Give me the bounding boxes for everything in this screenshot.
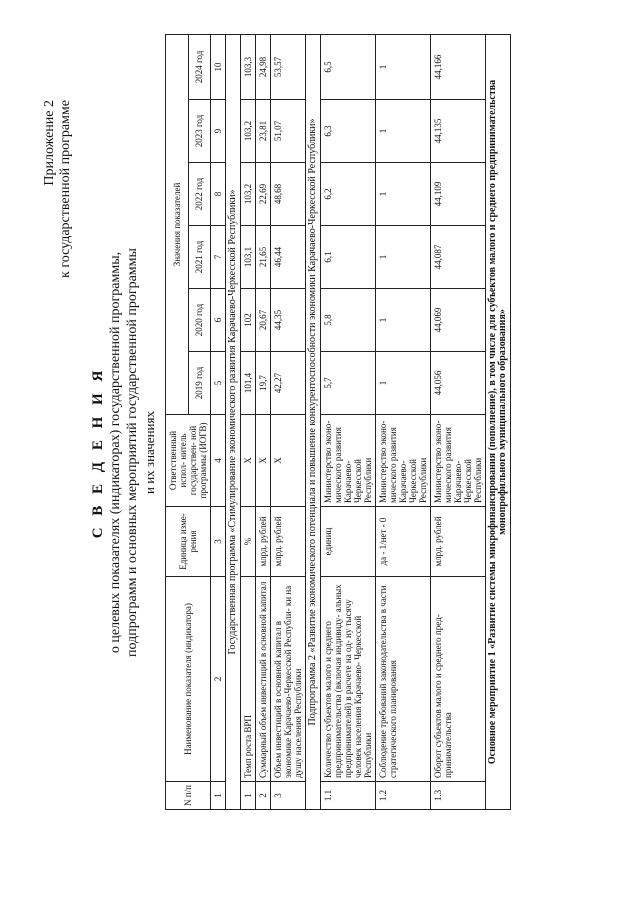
table-row — [256, 34, 271, 809]
unit-cell: млрд. рублей — [256, 507, 271, 577]
value-cell: 48,68 — [271, 163, 306, 226]
responsible-cell: Министерство эконо- мического развития Карачаево-Черкесской Республики — [376, 415, 431, 507]
title-line-1: о целевых показателях (индикаторах) государственной программы, — [108, 251, 123, 654]
table-row — [431, 34, 486, 809]
value-cell: 44,109 — [431, 163, 486, 226]
column-index-row — [211, 34, 226, 809]
header-values-group: Значения показателей — [166, 34, 189, 414]
unit-cell: единиц — [321, 507, 376, 577]
header-year: 2019 год — [188, 352, 211, 415]
row-number: 1 — [241, 782, 256, 810]
value-cell: 6,1 — [321, 226, 376, 289]
column-index: 9 — [211, 100, 226, 163]
unit-cell: млрд. рублей — [271, 507, 306, 577]
header-unit: Единица изме- рения — [166, 507, 211, 577]
table-row — [376, 34, 431, 809]
value-cell: 19,7 — [256, 352, 271, 415]
value-cell: 6,5 — [321, 34, 376, 99]
value-cell: 44,069 — [431, 289, 486, 352]
indicator-name: Оборот субъектов малого и среднего пред- принимательства — [431, 577, 486, 782]
header-year: 2023 год — [188, 100, 211, 163]
indicator-name: Количество субъектов малого и среднего предпринимательства (включая индивиду- альных предпринимателей) в расчете на од- ну тысячу человек населения Карачаево- Черкесской Республики — [321, 577, 376, 782]
title-line-3: и их значениях — [142, 411, 157, 494]
column-index: 8 — [211, 163, 226, 226]
document-title — [90, 0, 158, 905]
responsible-cell: Министерство эконо- мического развития Карачаево-Черкесской Республики — [431, 415, 486, 507]
program-title: Государственная программа «Стимулирование экономического развития Карачаево-Черкесской Республики» — [226, 34, 241, 809]
unit-cell: млрд. рублей — [431, 507, 486, 577]
value-cell: 102 — [241, 289, 256, 352]
value-cell: 103,3 — [241, 34, 256, 99]
table-row — [321, 34, 376, 809]
column-index: 6 — [211, 289, 226, 352]
value-cell: 1 — [376, 100, 431, 163]
indicator-name: Объем инвестиций в основной капитал в экономике Карачаево-Черкесской Республи- ки на душу населения Республики — [271, 577, 306, 782]
value-cell: 5,8 — [321, 289, 376, 352]
responsible-cell: Х — [241, 415, 256, 507]
value-cell: 1 — [376, 352, 431, 415]
program-title-row — [226, 34, 241, 809]
value-cell: 101,4 — [241, 352, 256, 415]
row-number: 1.1 — [321, 782, 376, 810]
value-cell: 1 — [376, 34, 431, 99]
value-cell: 103,2 — [241, 163, 256, 226]
row-number: 2 — [256, 782, 271, 810]
header-year: 2021 год — [188, 226, 211, 289]
indicator-name: Суммарный объем инвестиций в основной капитал — [256, 577, 271, 782]
appendix-number: Приложение 2 — [42, 100, 57, 186]
value-cell: 5,7 — [321, 352, 376, 415]
header-num: N п/п — [166, 782, 211, 810]
header-row-1 — [166, 34, 189, 809]
measure-title: Основное мероприятие 1 «Развитие системы микрофинансирования (пополнение), в том числе для субъектов малого и среднего предпринимательства монопрофильного муниципального образования» — [486, 34, 511, 809]
column-index: 1 — [211, 782, 226, 810]
measure-title-row — [486, 34, 511, 809]
column-index: 4 — [211, 415, 226, 507]
header-year: 2022 год — [188, 163, 211, 226]
responsible-cell: Х — [256, 415, 271, 507]
responsible-cell: Министерство эконо- мического развития Карачаево-Черкесской Республики — [321, 415, 376, 507]
value-cell: 44,166 — [431, 34, 486, 99]
column-index: 2 — [211, 577, 226, 782]
value-cell: 1 — [376, 226, 431, 289]
value-cell: 1 — [376, 289, 431, 352]
indicator-name: Соблюдение требований законодательства в части стратегического планирования — [376, 577, 431, 782]
value-cell: 53,57 — [271, 34, 306, 99]
header-year: 2020 год — [188, 289, 211, 352]
value-cell: 1 — [376, 163, 431, 226]
header-year: 2024 год — [188, 34, 211, 99]
title-main: С В Е Д Е Н И Я — [90, 366, 106, 539]
indicator-name: Темп роста ВРП — [241, 577, 256, 782]
value-cell: 42,27 — [271, 352, 306, 415]
value-cell: 21,65 — [256, 226, 271, 289]
header-responsible: Ответственный испол- нитель государствен- ной программы (ИОГВ) — [166, 415, 211, 507]
appendix-reference: к государственной программе — [58, 100, 73, 278]
value-cell: 51,07 — [271, 100, 306, 163]
value-cell: 46,44 — [271, 226, 306, 289]
column-index: 10 — [211, 34, 226, 99]
header-name: Наименование показателя (индикатора) — [166, 577, 211, 782]
indicators-table — [165, 34, 511, 810]
subprogram-title: Подпрограмма 2 «Развитие экономического потенциала и повышение конкурентоспособности экономики Карачаево-Черкесской Республики» — [306, 34, 321, 809]
column-index: 5 — [211, 352, 226, 415]
appendix-caption — [42, 100, 74, 278]
value-cell: 22,69 — [256, 163, 271, 226]
value-cell: 6,2 — [321, 163, 376, 226]
unit-cell: да - 1/нет - 0 — [376, 507, 431, 577]
column-index: 3 — [211, 507, 226, 577]
value-cell: 44,35 — [271, 289, 306, 352]
row-number: 1.3 — [431, 782, 486, 810]
row-number: 3 — [271, 782, 306, 810]
value-cell: 44,087 — [431, 226, 486, 289]
column-index: 7 — [211, 226, 226, 289]
subprogram-title-row — [306, 34, 321, 809]
table-row — [241, 34, 256, 809]
value-cell: 20,67 — [256, 289, 271, 352]
value-cell: 23,81 — [256, 100, 271, 163]
value-cell: 103,2 — [241, 100, 256, 163]
table-row — [271, 34, 306, 809]
value-cell: 44,135 — [431, 100, 486, 163]
row-number: 1.2 — [376, 782, 431, 810]
value-cell: 6,3 — [321, 100, 376, 163]
value-cell: 24,98 — [256, 34, 271, 99]
title-line-2: подпрограмм и основных мероприятий государственной программы — [125, 248, 140, 657]
value-cell: 103,1 — [241, 226, 256, 289]
value-cell: 44,056 — [431, 352, 486, 415]
responsible-cell: Х — [271, 415, 306, 507]
unit-cell: % — [241, 507, 256, 577]
